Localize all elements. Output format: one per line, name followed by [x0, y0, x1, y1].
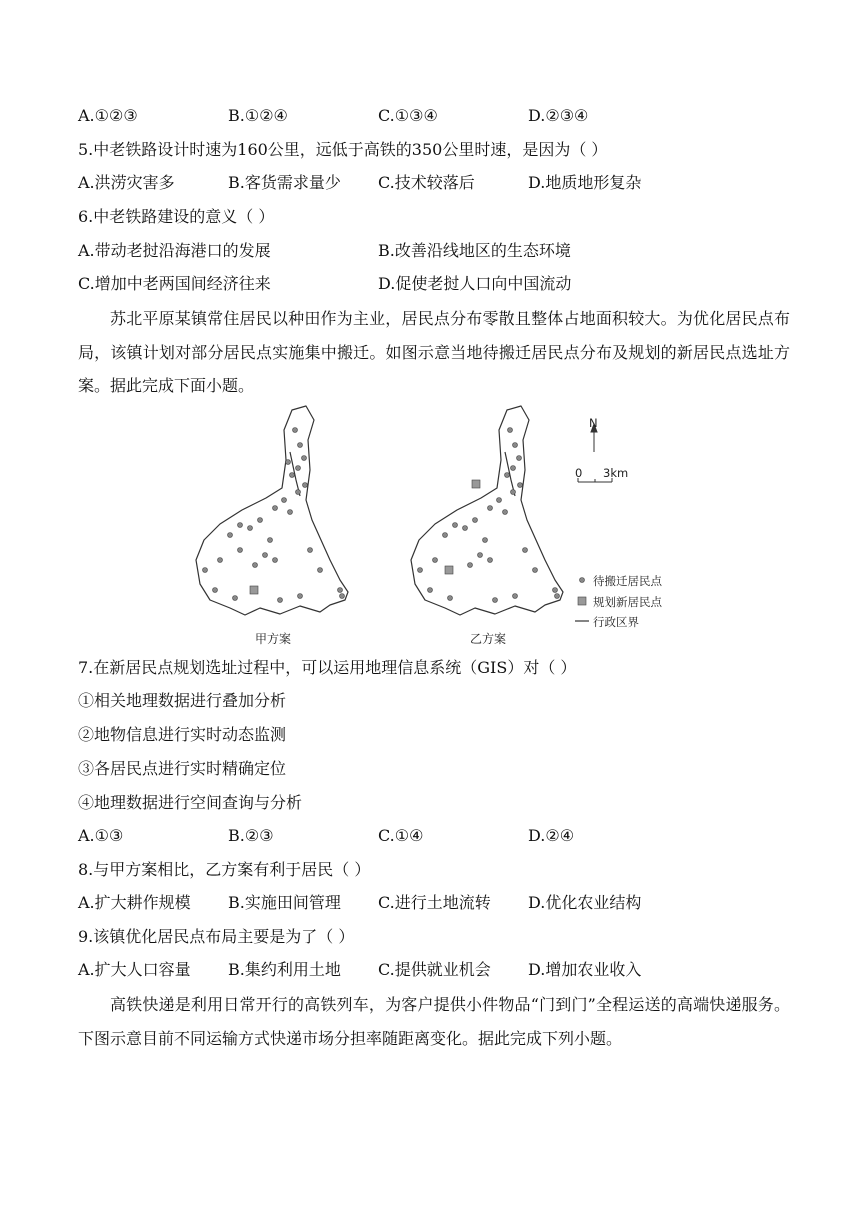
- q7-option-c: C.①④: [378, 826, 424, 845]
- caption-plan-a: 甲方案: [255, 632, 292, 646]
- q8-option-d: D.优化农业结构: [528, 893, 642, 912]
- q7-item-4: ④地理数据进行空间查询与分析: [78, 793, 303, 812]
- passage-settlement: 苏北平原某镇常住居民以种田作为主业，居民点分布零散且整体占地面积较大。为优化居民点布局，该镇计划对部分居民点实施集中搬迁。如图示意当地待搬迁居民点分布及规划的新居民点选址方案。据此完成下面小题。: [78, 309, 790, 395]
- q7-option-b: B.②③: [228, 826, 274, 845]
- plan-b-new-settlement-2: [445, 566, 453, 574]
- q7-item-3: ③各居民点进行实时精确定位: [78, 759, 287, 778]
- q7-item-1: ①相关地理数据进行叠加分析: [78, 691, 287, 710]
- q5-option-b: B.客货需求量少: [228, 173, 341, 192]
- q9-option-b: B.集约利用土地: [228, 960, 341, 979]
- q5-stem: 5.中老铁路设计时速为160公里，远低于高铁的350公里时速，是因为（ ）: [78, 140, 608, 159]
- q7-option-a: A.①③: [78, 826, 124, 845]
- legend-settlement-to-move: 待搬迁居民点: [593, 574, 662, 588]
- scale-zero: 0: [575, 466, 583, 480]
- legend-boundary: 行政区界: [593, 615, 639, 629]
- q9-stem: 9.该镇优化居民点布局主要是为了（ ）: [78, 927, 355, 946]
- q6-option-b: B.改善沿线地区的生态环境: [378, 241, 571, 260]
- q6-option-a: A.带动老挝沿海港口的发展: [78, 241, 271, 260]
- q5-option-a: A.洪涝灾害多: [78, 173, 175, 192]
- passage-rail-express: 高铁快递是利用日常开行的高铁列车，为客户提供小件物品“门到门”全程运送的高端快递服务。下图示意目前不同运输方式快递市场分担率随距离变化。据此完成下列小题。: [78, 995, 790, 1048]
- q4-option-c: C.①③④: [378, 106, 438, 125]
- legend-new-settlement: 规划新居民点: [593, 595, 662, 609]
- q9-option-a: A.扩大人口容量: [78, 960, 191, 979]
- q7-option-d: D.②④: [528, 826, 575, 845]
- boundary-plan-b: [411, 406, 563, 615]
- q9-option-c: C.提供就业机会: [378, 960, 491, 979]
- caption-plan-b: 乙方案: [470, 632, 507, 646]
- boundary-plan-a: [196, 406, 348, 615]
- settlement-map-figure: [180, 400, 700, 650]
- q5-option-d: D.地质地形复杂: [528, 173, 642, 192]
- q8-stem: 8.与甲方案相比，乙方案有利于居民（ ）: [78, 860, 371, 879]
- q8-option-a: A.扩大耕作规模: [78, 893, 191, 912]
- q8-option-b: B.实施田间管理: [228, 893, 341, 912]
- q4-option-b: B.①②④: [228, 106, 288, 125]
- q6-option-d: D.促使老挝人口向中国流动: [378, 274, 572, 293]
- settlement-maps: [180, 400, 700, 650]
- plan-b-new-settlement-1: [472, 480, 480, 488]
- q4-option-d: D.②③④: [528, 106, 589, 125]
- plan-a-new-settlement: [250, 586, 258, 594]
- scale-label: 3km: [603, 466, 629, 480]
- q7-stem: 7.在新居民点规划选址过程中，可以运用地理信息系统（GIS）对（ ）: [78, 658, 577, 677]
- q8-option-c: C.进行土地流转: [378, 893, 491, 912]
- q6-option-c: C.增加中老两国间经济往来: [78, 274, 271, 293]
- q9-option-d: D.增加农业收入: [528, 960, 642, 979]
- q6-stem: 6.中老铁路建设的意义（ ）: [78, 207, 275, 226]
- q4-option-a: A.①②③: [78, 106, 138, 125]
- north-label: N: [589, 416, 598, 430]
- q7-item-2: ②地物信息进行实时动态监测: [78, 725, 287, 744]
- q5-option-c: C.技术较落后: [378, 173, 475, 192]
